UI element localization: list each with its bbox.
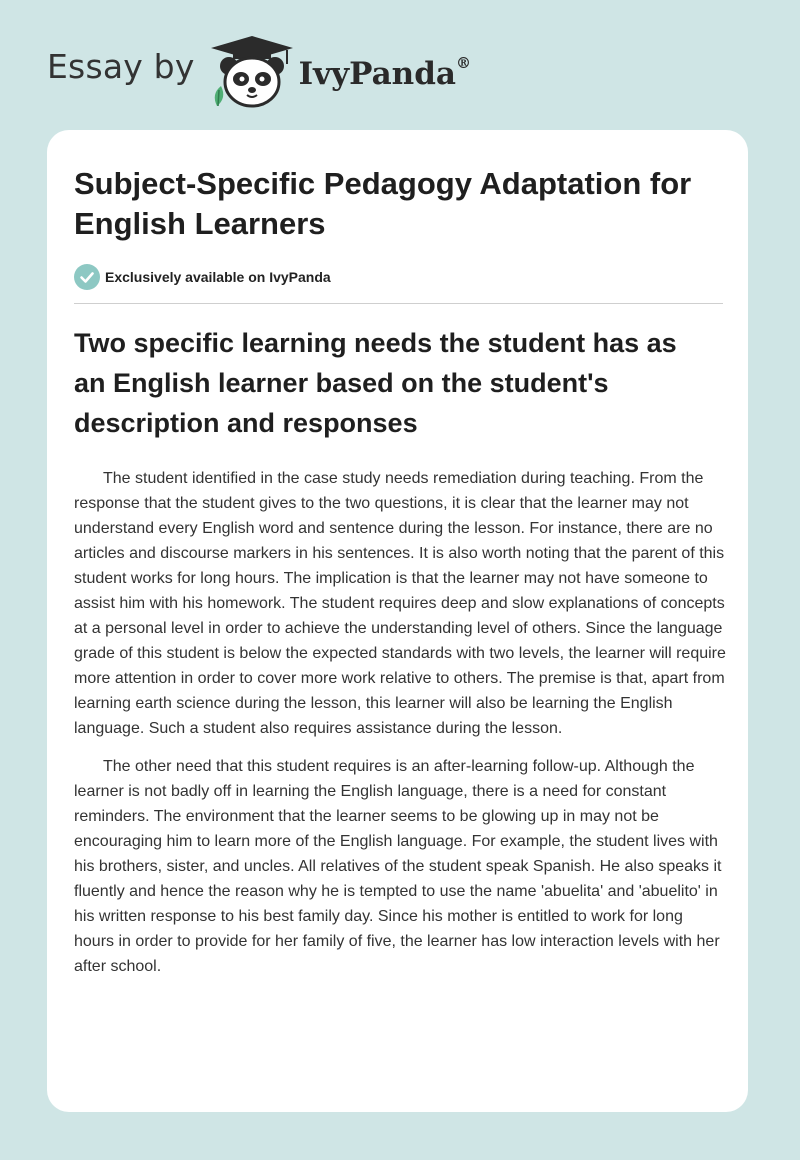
check-circle-icon	[74, 264, 100, 290]
article-card	[47, 130, 748, 1112]
badge-label: Exclusively available on IvyPanda	[105, 269, 331, 285]
brand-prefix: Essay by	[47, 46, 195, 86]
brand-name[interactable]: IvyPanda®	[298, 54, 471, 92]
exclusive-badge	[74, 264, 331, 290]
paragraph: The other need that this student requires is an after-learning follow-up. Although the learner is not badly off in learning the English language, there is a need for constant reminders. The environment that the learner seems to be glowing up in may not be encouraging him to learn more of the English language. For example, the student lives with his brothers, sister, and uncles. All relatives of the student speak Spanish. He also speaks it fluently and hence the reason why he is tempted to use the name 'abuelita' and 'abuelito' in his written response to his best family day. Since his mother is entitled to work for long hours in order to provide for her family of five, the learner has low interaction levels with her after school.	[74, 758, 722, 975]
brand-header	[47, 34, 471, 110]
divider	[74, 303, 723, 304]
article-title: Subject-Specific Pedagogy Adaptation for English Learners	[74, 166, 692, 241]
panda-graduate-logo-icon[interactable]	[209, 34, 295, 110]
paragraph: The student identified in the case study needs remediation during teaching. From the response that the student gives to the two questions, it is clear that the learner may not understand every English word and sentence during the lesson. For instance, there are no articles and discourse markers in his sentences. It is also worth noting that the parent of this student works for long hours. The implication is that the learner may not have someone to assist him with his homework. The student requires deep and slow explanations of concepts at a personal level in order to achieve the understanding level of others. Since the language grade of this student is below the expected standards with two levels, the learner will require more attention in order to cover more work relative to others. The premise is that, apart from learning earth science during the lesson, this learner will also be learning the English language. Such a student also requires assistance during the lesson.	[74, 470, 726, 737]
section-heading: Two specific learning needs the student has as an English learner based on the student's description and responses	[74, 328, 677, 438]
article-body	[74, 466, 726, 992]
